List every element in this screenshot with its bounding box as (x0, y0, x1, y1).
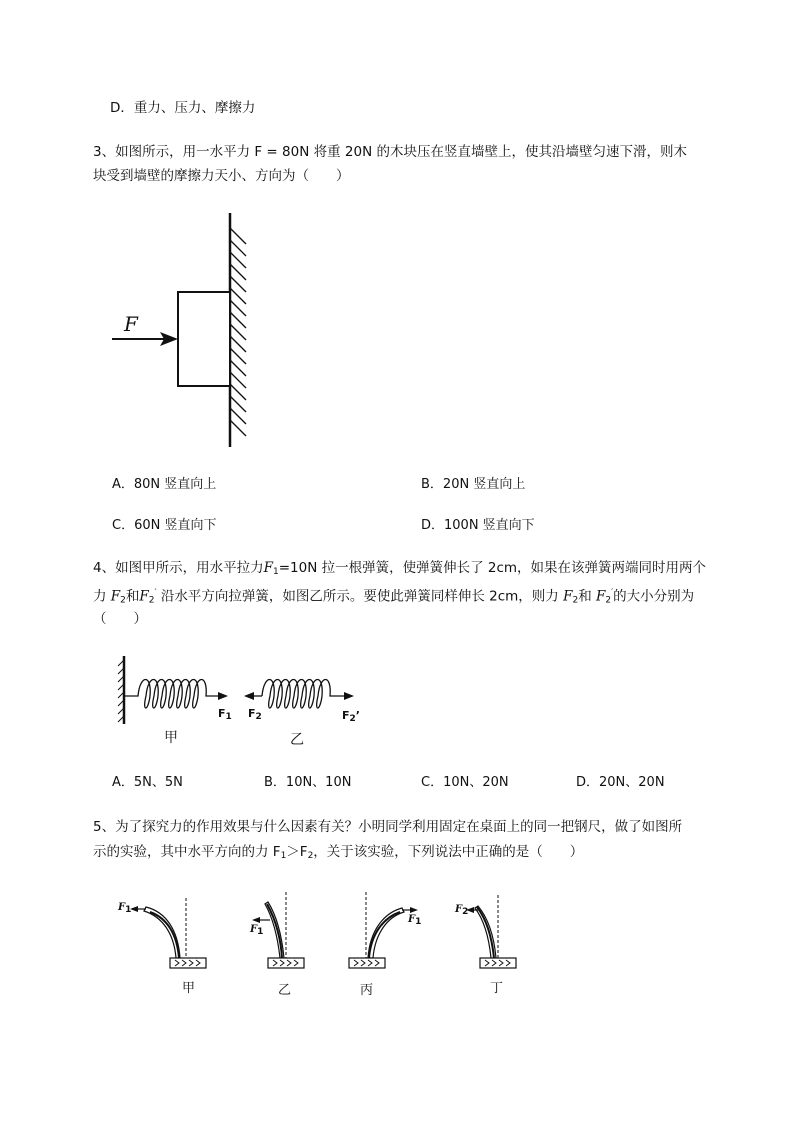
q5-label-jia: 甲 (182, 981, 196, 996)
q4-label-jia: 甲 (164, 730, 178, 746)
q4-label-f1: $F_1$ (218, 707, 232, 722)
q3-text-line2: 块受到墙壁的摩擦力天小、方向为（ ） (93, 168, 350, 184)
q5-label-bing: 丙 (360, 983, 374, 998)
q4-text-line3: （ ） (93, 611, 147, 627)
q4-label-f2: $F_2$ (248, 707, 262, 722)
q5-ding-force-label: $F_2$ (455, 904, 469, 917)
q3-force-label: F (124, 312, 138, 336)
q4-label-yi: 乙 (290, 732, 304, 748)
q5-bing-force-label: $F_1$ (408, 914, 422, 927)
q3-option-a: A．80N 竖直向上 (112, 477, 217, 492)
q4-option-a: A．5N、5N (112, 775, 183, 790)
q5-text-line1: 5、为了探究力的作用效果与什么因素有关？小明同学利用固定在桌面上的同一把钢尺，做了如图所 (93, 819, 683, 835)
q5-jia-force-label: $F_1$ (118, 902, 132, 915)
q4-option-b: B．10N、10N (264, 775, 352, 790)
q4-text-line1: 4、如图甲所示，用水平拉力$F_1=10N$ 拉一根弹簧，使弹簧伸长了 2cm，如果在该弹簧两端同时用两个 (93, 560, 707, 577)
q5-text-line2: 示的实验，其中水平方向的力 $F_1>F_2$，关于该实验，下列说法中正确的是（ ） (93, 844, 584, 861)
q4-option-c: C．10N、20N (421, 775, 509, 790)
q5-label-ding: 丁 (490, 981, 504, 996)
q3-text-line1: 3、如图所示，用一水平力 F = 80N 将重 20N 的木块压在竖直墙壁上，使其沿墙壁匀速下滑，则木 (93, 144, 687, 160)
q4-label-f2-prime: $F_2$’ (342, 709, 360, 724)
q5-label-yi: 乙 (278, 983, 292, 998)
q3-option-d: D．100N 竖直向下 (421, 518, 535, 533)
q4-option-d: D．20N、20N (576, 775, 665, 790)
q5-yi-force-label: $F_1$ (250, 924, 264, 937)
q4-text-line2: 力 $F_2$和$F_2'$ 沿水平方向拉弹簧，如图乙所示。要使此弹簧同样伸长 2cm，则力 $F_2$和 $F_2'$的大小分别为 (93, 588, 695, 606)
q2-option-d: D．重力、压力、摩擦力 (110, 100, 256, 116)
q3-option-b: B．20N 竖直向上 (421, 477, 526, 492)
q3-option-c: C．60N 竖直向下 (112, 518, 217, 533)
